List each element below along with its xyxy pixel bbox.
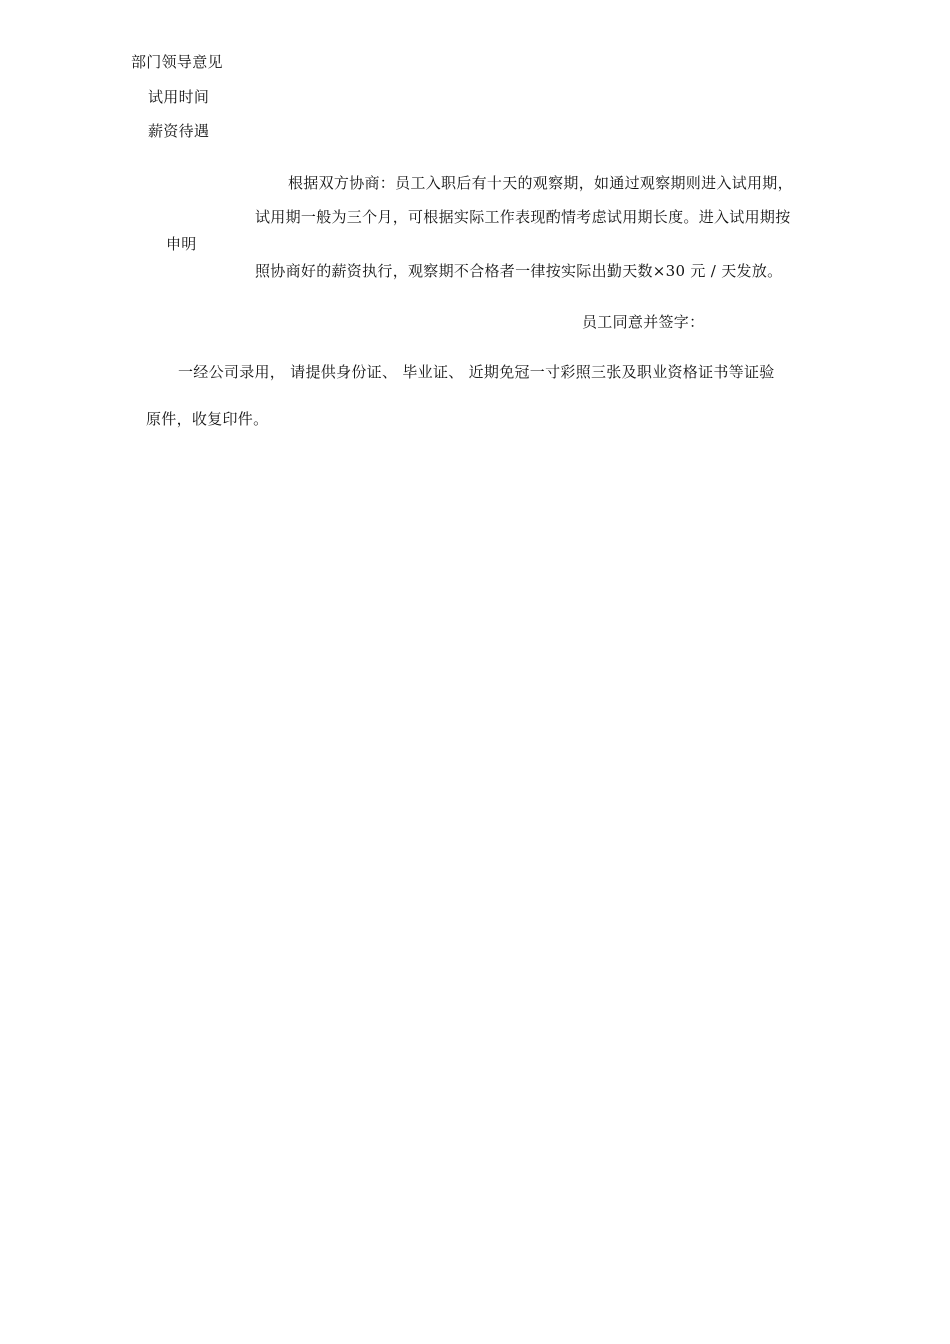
- label-trial-period: 试用时间: [148, 88, 210, 106]
- note-line-1: 一经公司录用， 请提供身份证、 毕业证、 近期免冠一寸彩照三张及职业资格证书等证验: [178, 363, 775, 381]
- label-salary: 薪资待遇: [148, 122, 210, 140]
- statement-line-3: 照协商好的薪资执行，观察期不合格者一律按实际出勤天数×30 元 / 天发放。: [255, 262, 783, 280]
- label-department-opinion: 部门领导意见: [131, 53, 223, 71]
- signature-prompt: 员工同意并签字：: [582, 313, 705, 331]
- statement-line-2: 试用期一般为三个月，可根据实际工作表现酌情考虑试用期长度。进入试用期按: [255, 208, 791, 226]
- label-statement: 申明: [166, 235, 197, 253]
- note-line-2: 原件，收复印件。: [146, 410, 269, 428]
- statement-line-1: 根据双方协商：员工入职后有十天的观察期，如通过观察期则进入试用期，: [288, 174, 793, 192]
